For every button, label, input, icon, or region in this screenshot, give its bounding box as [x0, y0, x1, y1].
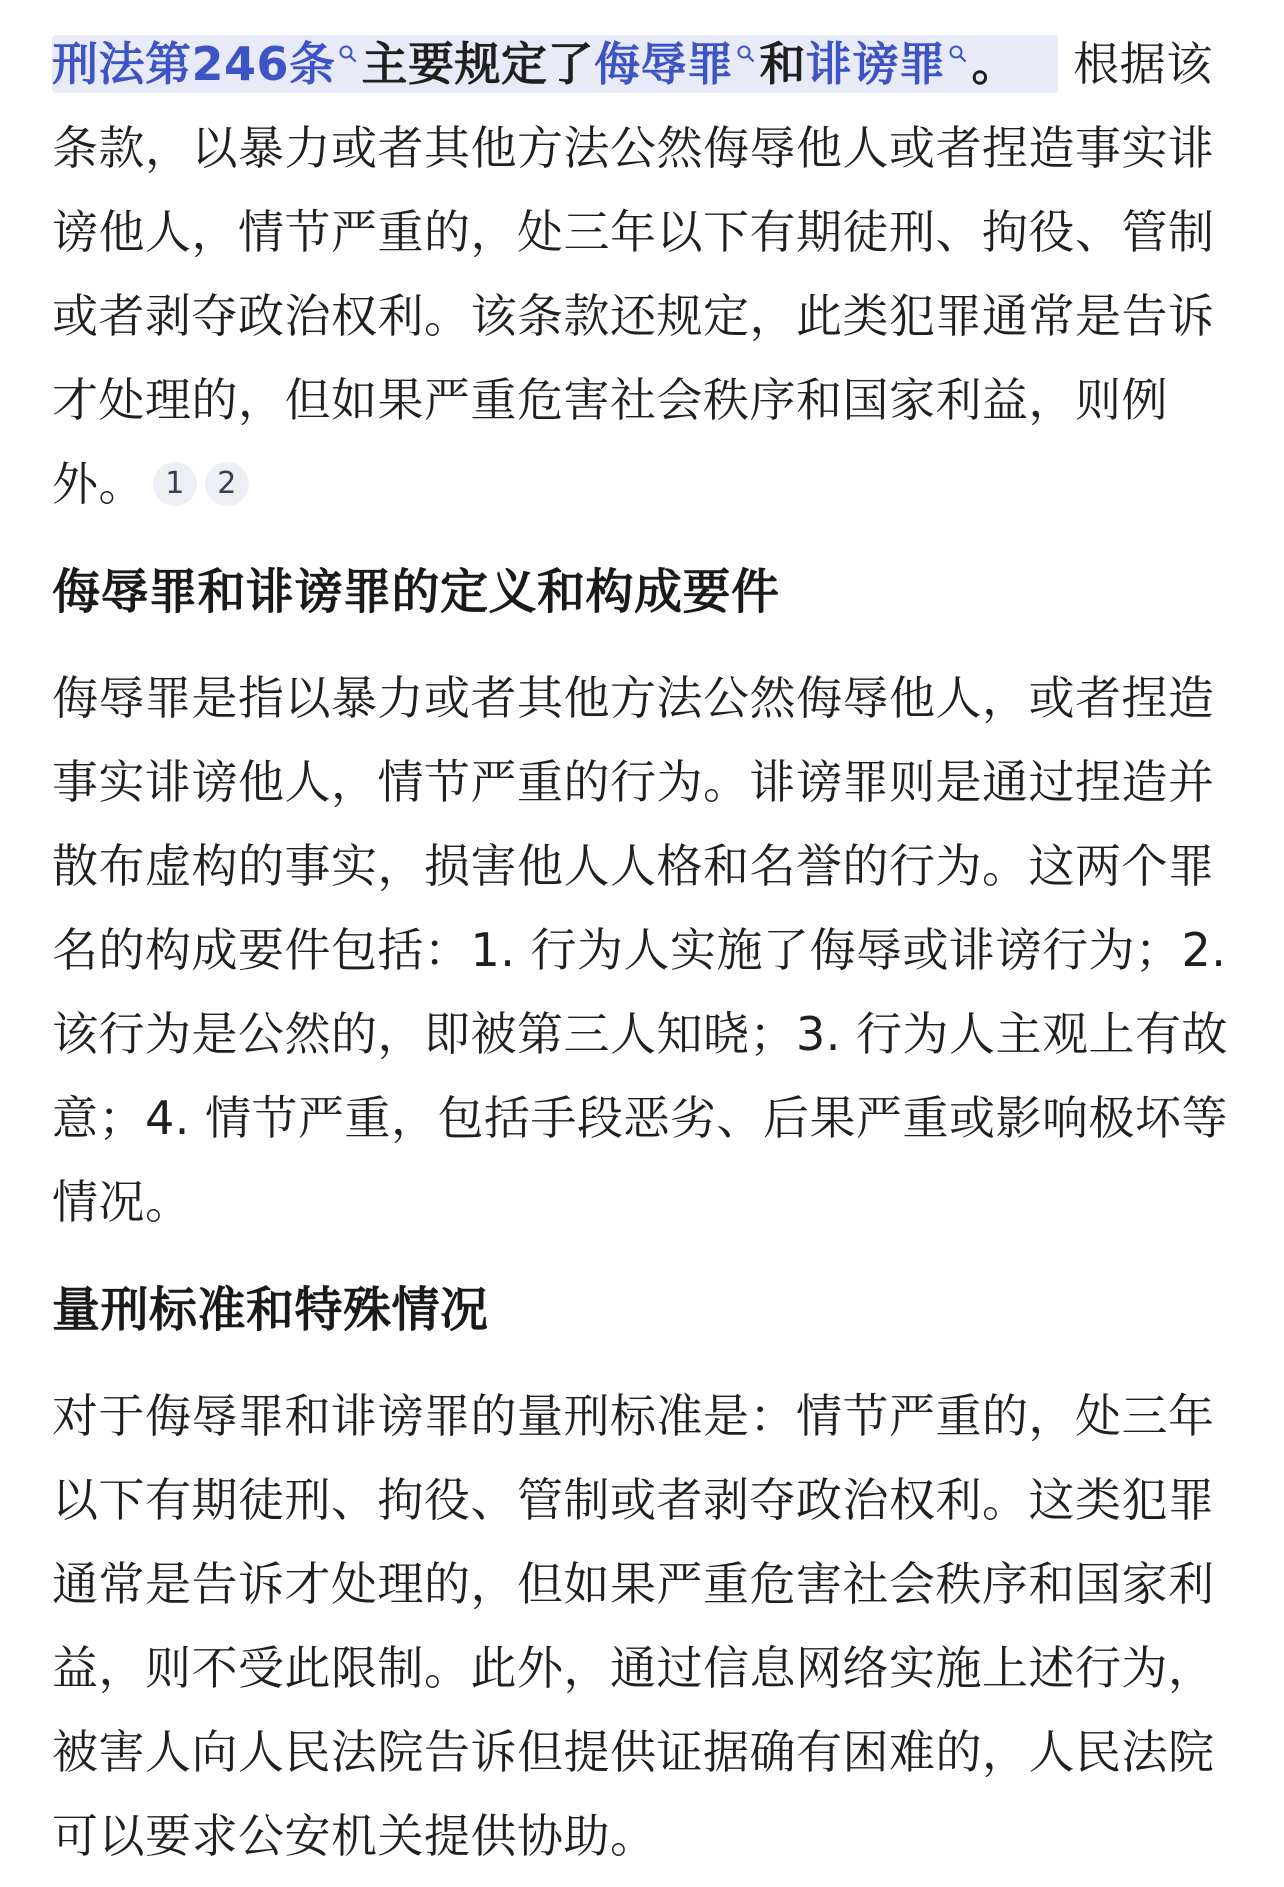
section-body-sentencing: 对于侮辱罪和诽谤罪的量刑标准是：情节严重的，处三年以下有期徒刑、拘役、管制或者剥夺政治权利。这类犯罪通常是告诉才处理的，但如果严重危害社会秩序和国家利益，则不受此限制。此外，通过信息网络实施上述行为，被害人向人民法院告诉但提供证据确有困难的，人民法院可以要求公安机关提供协助。	[52, 1389, 1215, 1863]
section-heading-definition: 侮辱罪和诽谤罪的定义和构成要件	[52, 564, 780, 620]
intro-text-3: 。	[971, 37, 1019, 91]
search-icon[interactable]	[948, 44, 968, 64]
intro-paragraph	[52, 22, 1232, 526]
section-heading-sentencing: 量刑标准和特殊情况	[52, 1282, 489, 1338]
search-icon[interactable]	[736, 44, 756, 64]
answer-content	[52, 22, 1232, 1878]
citation-1[interactable]: 1	[153, 462, 197, 506]
link-defamation-crime[interactable]: 诽谤罪	[806, 37, 946, 91]
link-article-246[interactable]: 刑法第246条	[52, 37, 336, 91]
link-insult-crime[interactable]: 侮辱罪	[594, 37, 734, 91]
intro-text-1: 主要规定了	[361, 37, 595, 91]
intro-body: 根据该条款，以暴力或者其他方法公然侮辱他人或者捏造事实诽谤他人，情节严重的，处三年以下有期徒刑、拘役、管制或者剥夺政治权利。该条款还规定，此类犯罪通常是告诉才处理的，但如果严重危害社会秩序和国家利益，则例外。	[52, 37, 1215, 511]
section-body-definition: 侮辱罪是指以暴力或者其他方法公然侮辱他人，或者捏造事实诽谤他人，情节严重的行为。诽谤罪则是通过捏造并散布虚构的事实，损害他人人格和名誉的行为。这两个罪名的构成要件包括：1. 行为人实施了侮辱或诽谤行为；2. 该行为是公然的，即被第三人知晓；3. 行为人主观上有故意；4. 情节严重，包括手段恶劣、后果严重或影响极坏等情况。	[52, 671, 1229, 1229]
highlighted-lead	[52, 35, 1058, 93]
citation-2[interactable]: 2	[205, 462, 249, 506]
search-icon[interactable]	[338, 44, 358, 64]
intro-text-2: 和	[759, 37, 807, 91]
